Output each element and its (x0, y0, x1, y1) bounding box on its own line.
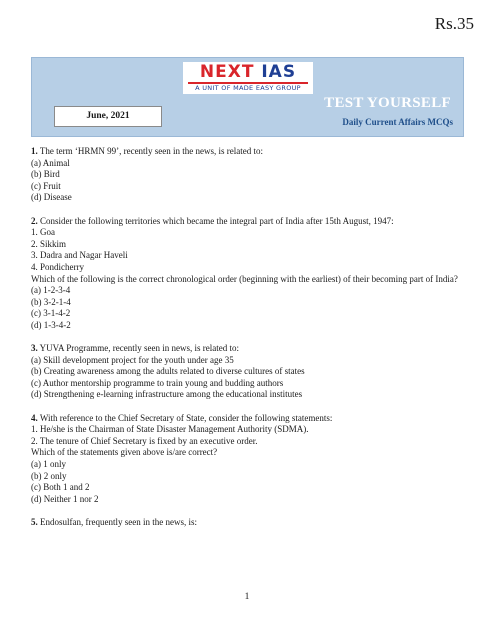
statement-item: 1. Goa (31, 227, 55, 238)
question-4 (31, 413, 463, 506)
option: (b) Bird (31, 169, 60, 180)
question-number: 1. (31, 146, 38, 156)
question-3 (31, 343, 463, 401)
option: (a) 1-2-3-4 (31, 285, 71, 296)
question-number: 2. (31, 215, 38, 226)
option: (b) Creating awareness among the adults related to diverse cultures of states (31, 366, 305, 377)
question-text: Endosulfan, frequently seen in the news, is: (40, 517, 197, 527)
logo-part1: NEXT (199, 62, 255, 82)
question-list (31, 146, 463, 540)
option: (b) 2 only (31, 470, 67, 481)
question-followup: Which of the following is the correct chronological order (beginning with the earliest) of their becoming part of India? (31, 273, 458, 284)
page-number: 1 (244, 592, 250, 602)
question-text: YUVA Programme, recently seen in news, is related to: (39, 343, 239, 354)
question-number: 4. (31, 412, 38, 423)
price-label: Rs.35 (434, 14, 474, 33)
option: (d) Neither 1 nor 2 (31, 493, 99, 504)
option: (d) 1-3-4-2 (31, 319, 71, 330)
option: (d) Strengthening e-learning infrastructure among the educational institutes (31, 389, 303, 400)
question-followup: Which of the statements given above is/are correct? (31, 447, 218, 458)
question-text: Consider the following territories which became the integral part of India after 15th August, 1947: (40, 215, 394, 226)
question-1 (31, 146, 463, 204)
test-subtitle: Daily Current Affairs MCQs (342, 117, 453, 127)
option: (b) 3-2-1-4 (31, 296, 71, 307)
option: (c) Author mentorship programme to train young and budding authors (31, 377, 284, 388)
statement-item: 1. He/she is the Chairman of State Disaster Management Authority (SDMA). (31, 424, 309, 435)
next-ias-logo (183, 62, 313, 94)
option: (c) Fruit (31, 180, 61, 191)
statement-item: 4. Pondicherry (31, 261, 84, 272)
question-5 (31, 517, 463, 529)
option: (a) Animal (31, 157, 70, 168)
option: (c) Both 1 and 2 (31, 482, 90, 493)
question-text: The term ‘HRMN 99’, recently seen in the news, is related to: (39, 146, 264, 156)
statement-item: 2. The tenure of Chief Secretary is fixed by an executive order. (31, 435, 258, 446)
question-text: With reference to the Chief Secretary of State, consider the following statements: (39, 412, 333, 423)
option: (a) 1 only (31, 459, 66, 470)
option: (d) Disease (31, 192, 72, 203)
option: (c) 3-1-4-2 (31, 308, 71, 319)
test-title: TEST YOURSELF (324, 95, 451, 111)
question-number: 3. (31, 343, 38, 354)
header-banner (31, 57, 464, 137)
statement-item: 3. Dadra and Nagar Haveli (31, 250, 128, 261)
statement-item: 2. Sikkim (31, 238, 67, 249)
logo-part2: IAS (261, 62, 297, 82)
option: (a) Skill development project for the youth under age 35 (31, 354, 234, 365)
logo-subtitle: A UNIT OF MADE EASY GROUP (188, 82, 308, 93)
date-box: June, 2021 (54, 106, 162, 127)
question-2 (31, 216, 463, 332)
question-number: 5. (31, 517, 38, 527)
